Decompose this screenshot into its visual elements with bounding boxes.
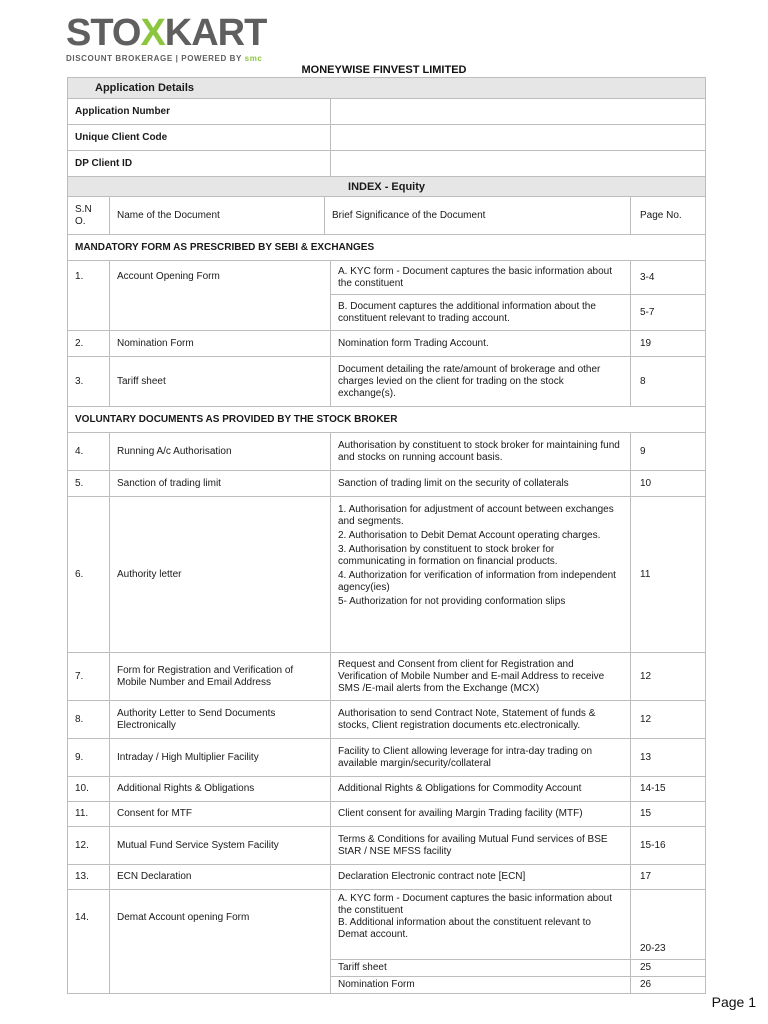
table-row: 12. Mutual Fund Service System Facility Terms & Conditions for availing Mutual Fund services of BSE StAR / NSE MFSS facility 15-16 — [68, 827, 706, 865]
field-label: Unique Client Code — [68, 125, 331, 151]
demat-item: B. Additional information about the constituent relevant to Demat account. — [338, 917, 591, 940]
authority-item: 5- Authorization for not providing conformation slips — [338, 596, 566, 607]
authority-item: 2. Authorisation to Debit Demat Account operating charges. — [338, 530, 601, 541]
col-sno: S.N O. — [68, 197, 110, 235]
table-row: 9. Intraday / High Multiplier Facility Facility to Client allowing leverage for intra-day trading on available margin/security/collateral 13 — [68, 739, 706, 777]
table-row: 2. Nomination Form Nomination form Trading Account. 19 — [68, 331, 706, 357]
logo-tagline: DISCOUNT BROKERAGE | POWERED BY smc — [66, 54, 263, 63]
table-row: Nomination Form 26 — [68, 977, 706, 994]
application-number-value[interactable] — [331, 99, 706, 125]
authority-item: 4. Authorization for verification of information from independent agency(ies) — [338, 570, 616, 593]
table-row: Tariff sheet 25 — [68, 960, 706, 977]
application-index-table — [67, 77, 706, 994]
application-details-header: Application Details — [68, 78, 706, 99]
demat-item: A. KYC form - Document captures the basic information about the constituent — [338, 893, 613, 916]
table-row: 10. Additional Rights & Obligations Additional Rights & Obligations for Commodity Account 14-15 — [68, 777, 706, 802]
company-name: MONEYWISE FINVEST LIMITED — [301, 64, 467, 76]
field-label: DP Client ID — [68, 151, 331, 177]
section-mandatory: MANDATORY FORM AS PRESCRIBED BY SEBI & EXCHANGES — [68, 235, 706, 261]
table-row: 6. Authority letter 1. Authorisation for adjustment of account between exchanges and segments. 2. Authorisation to Debit Demat Account operating charges. 3. Authorisation by constituent to stock broker for communicating in formation on financial products. 4. Authorization for verification of information from independent agency(ies) 5- Authorization for not providing conformation slips 11 — [68, 497, 706, 653]
table-row: 1. Account Opening Form A. KYC form - Document captures the basic information about the constituent 3-4 — [68, 261, 706, 295]
col-page: Page No. — [631, 197, 706, 235]
unique-client-code-row — [68, 125, 706, 151]
dp-client-id-row — [68, 151, 706, 177]
application-number-row — [68, 99, 706, 125]
dp-client-id-value[interactable] — [331, 151, 706, 177]
table-row: 5. Sanction of trading limit Sanction of trading limit on the security of collaterals 10 — [68, 471, 706, 497]
authority-item: 1. Authorisation for adjustment of account between exchanges and segments. — [338, 504, 614, 527]
table-row: B. Document captures the additional information about the constituent relevant to trading account. 5-7 — [68, 295, 706, 331]
page-number: Page 1 — [711, 994, 756, 1010]
stoxkart-logo — [66, 14, 306, 64]
authority-item: 3. Authorisation by constituent to stock broker for communicating in formation on financial products. — [338, 544, 558, 567]
section-voluntary: VOLUNTARY DOCUMENTS AS PROVIDED BY THE STOCK BROKER — [68, 407, 706, 433]
unique-client-code-value[interactable] — [331, 125, 706, 151]
table-row: 11. Consent for MTF Client consent for availing Margin Trading facility (MTF) 15 — [68, 802, 706, 827]
table-row: 14. Demat Account opening Form A. KYC form - Document captures the basic information about the constituent B. Additional information about the constituent relevant to Demat account. 20-23 — [68, 890, 706, 960]
column-header-row — [68, 197, 706, 235]
col-brief: Brief Significance of the Document — [325, 197, 631, 235]
table-row: 4. Running A/c Authorisation Authorisation by constituent to stock broker for maintaining fund and stocks on running account basis. 9 — [68, 433, 706, 471]
table-row: 13. ECN Declaration Declaration Electronic contract note [ECN] 17 — [68, 865, 706, 890]
logo-wordmark: STOXKART — [66, 12, 267, 54]
table-row: 8. Authority Letter to Send Documents Electronically Authorisation to send Contract Note, Statement of funds & stocks, Client registration documents etc.electronically. 12 — [68, 701, 706, 739]
table-row: 3. Tariff sheet Document detailing the rate/amount of brokerage and other charges levied on the client for trading on the stock exchange(s). 8 — [68, 357, 706, 407]
col-name: Name of the Document — [110, 197, 325, 235]
index-header: INDEX - Equity — [68, 177, 706, 197]
field-label: Application Number — [68, 99, 331, 125]
table-row: 7. Form for Registration and Verification of Mobile Number and Email Address Request and Consent from client for Registration and Verification of Mobile Number and E-mail Address to receive SMS /E-mail alerts from the Exchange (MCX) 12 — [68, 653, 706, 701]
